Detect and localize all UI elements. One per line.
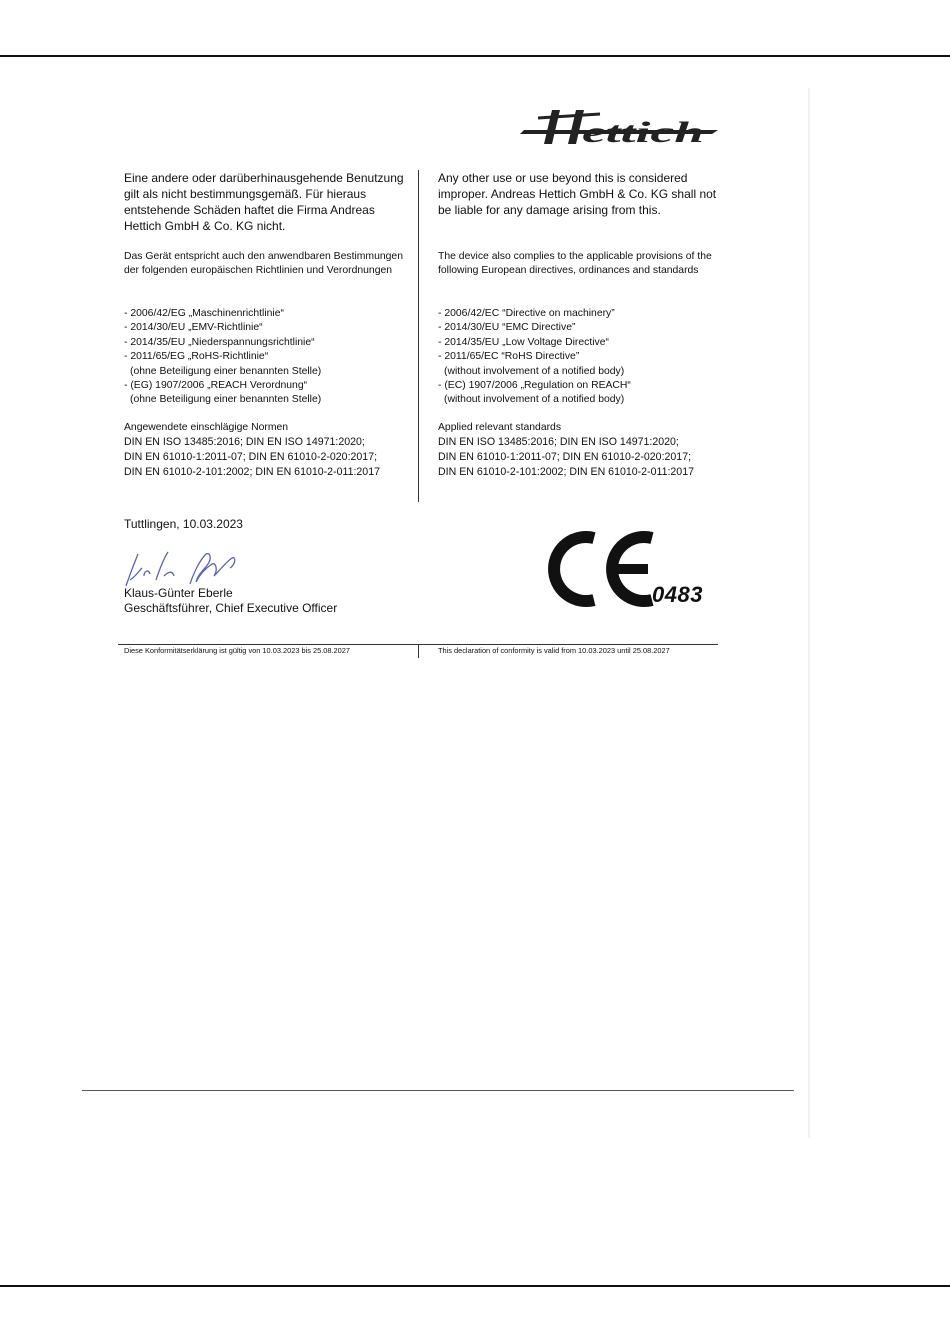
validity-divider [418,644,419,658]
list-item: - 2014/30/EU „EMV-Richtlinie“ [124,322,263,334]
list-item: - 2006/42/EG „Maschinenrichtlinie“ [124,308,284,319]
signer-block [124,586,337,616]
german-compliance-paragraph: Das Gerät entspricht auch den anwendbaren Bestimmungen der folgenden europäischen Richtlinien und Verordnungen [124,251,403,277]
validity-note-de: Diese Konformitätserklärung ist gültig von 10.03.2023 bis 25.08.2027 [124,646,350,655]
standards-line: DIN EN 61010-2-101:2002; DIN EN 61010-2-011:2017 [124,465,380,478]
handwritten-signature [120,546,242,590]
column-divider [418,170,419,502]
english-intro-paragraph: Any other use or use beyond this is considered improper. Andreas Hettich GmbH & Co. KG shall not be liable for any damage arising from this. [438,171,717,217]
hettich-logo [516,104,722,150]
german-intro-paragraph: Eine andere oder darüberhinausgehende Benutzung gilt als nicht bestimmungsgemäß. Für hieraus entstehende Schäden haftet die Firma Andreas Hettich GmbH & Co. KG nicht. [124,171,404,233]
english-standards-block [438,421,694,479]
list-item: (without involvement of a notified body) [444,365,625,377]
standards-line: DIN EN 61010-1:2011-07; DIN EN 61010-2-020:2017; [438,451,692,463]
place-and-date: Tuttlingen, 10.03.2023 [124,517,243,531]
list-item: - 2011/65/EC “RoHS Directive” [438,351,580,363]
signer-name: Klaus-Günter Eberle [124,586,233,600]
list-item: (ohne Beteiligung einer benannten Stelle) [130,394,322,406]
english-compliance-paragraph: The device also complies to the applicable provisions of the following European directives, ordinances and standards [438,251,712,277]
list-item: - 2006/42/EC “Directive on machinery” [438,308,615,319]
ce-mark-icon [548,530,658,608]
list-item: - 2011/65/EG „RoHS-Richtlinie“ [124,351,269,363]
standards-line: DIN EN 61010-1:2011-07; DIN EN 61010-2-020:2017; [124,451,378,463]
german-standards-heading: Angewendete einschlägige Normen [124,422,289,433]
standards-line: DIN EN ISO 13485:2016; DIN EN ISO 14971:2020; [438,436,679,449]
validity-note-en: This declaration of conformity is valid from 10.03.2023 until 25.08.2027 [438,646,670,655]
scan-edge-shadow [808,88,810,1138]
signer-title: Geschäftsführer, Chief Executive Officer [124,601,338,615]
english-standards-heading: Applied relevant standards [438,422,562,433]
list-item: - 2014/30/EU “EMC Directive” [438,322,576,334]
list-item: - 2014/35/EU „Niederspannungsrichtlinie“ [124,336,315,348]
list-item: - (EC) 1907/2006 „Regulation on REACH“ [438,380,631,392]
list-item: - (EG) 1907/2006 „REACH Verordnung“ [124,380,308,392]
german-standards-block [124,421,380,479]
list-item: (without involvement of a notified body) [444,394,625,406]
list-item: - 2014/35/EU „Low Voltage Directive“ [438,336,609,348]
notified-body-number: 0483 [652,582,703,607]
standards-line: DIN EN ISO 13485:2016; DIN EN ISO 14971:2020; [124,436,365,449]
page-top-rule [0,55,950,57]
german-directives-list [124,307,321,408]
english-directives-list [438,307,631,408]
standards-line: DIN EN 61010-2-101:2002; DIN EN 61010-2-011:2017 [438,465,694,478]
list-item: (ohne Beteiligung einer benannten Stelle) [130,365,322,377]
lower-rule [82,1090,794,1091]
page-bottom-rule [0,1285,950,1287]
svg-text:ettich: ettich [582,116,704,149]
